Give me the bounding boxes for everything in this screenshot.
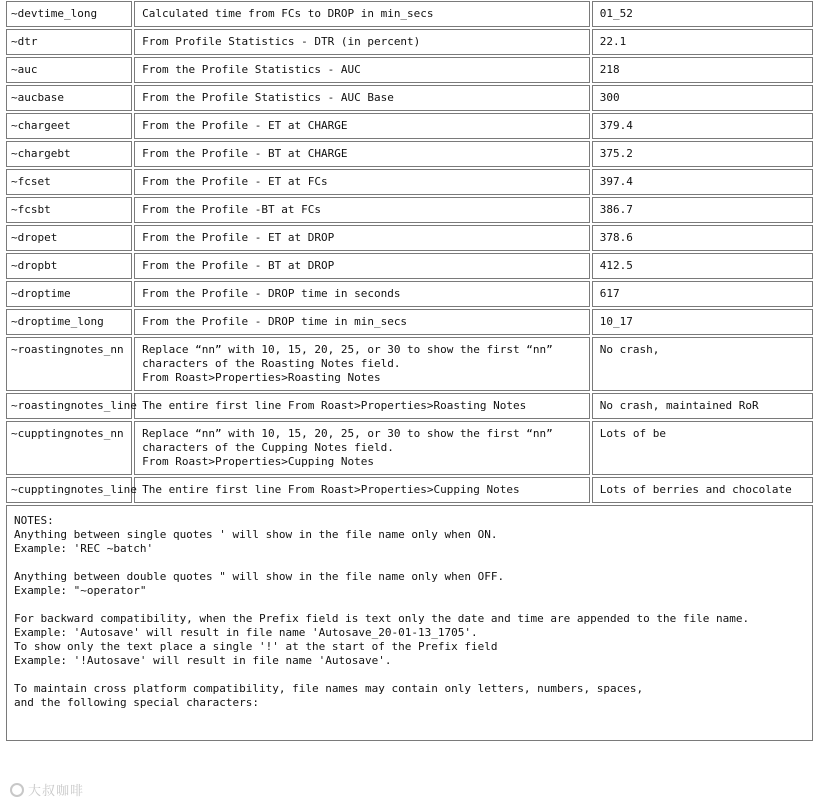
variable-example-cell: 378.6 xyxy=(592,225,813,251)
variable-example-cell: 375.2 xyxy=(592,141,813,167)
variable-name-cell: ~dropbt xyxy=(6,253,132,279)
variable-description-cell: From the Profile - ET at CHARGE xyxy=(134,113,590,139)
variable-name-cell: ~cupptingnotes_nn xyxy=(6,421,132,475)
table-row xyxy=(6,197,813,223)
table-row xyxy=(6,169,813,195)
watermark-logo-icon xyxy=(10,783,24,797)
variable-description-cell: The entire first line From Roast>Properties>Roasting Notes xyxy=(134,393,590,419)
table-row xyxy=(6,57,813,83)
variable-description-cell: From the Profile Statistics - AUC Base xyxy=(134,85,590,111)
table-row xyxy=(6,393,813,419)
variable-example-cell: No crash, xyxy=(592,337,813,391)
variable-name-cell: ~fcset xyxy=(6,169,132,195)
variable-name-cell: ~devtime_long xyxy=(6,1,132,27)
variable-description-cell: From the Profile - ET at FCs xyxy=(134,169,590,195)
table-row xyxy=(6,225,813,251)
table-row xyxy=(6,281,813,307)
table-row xyxy=(6,421,813,475)
table-row xyxy=(6,477,813,503)
notes-box: NOTES: Anything between single quotes ' will show in the file name only when ON. Example: 'REC ~batch' Anything between double quotes " will show in the file name only when OFF. Example: "~operator" For backward compatibility, when the Prefix field is text only the date and time are appended to the file name. Example: 'Autosave' will result in file name 'Autosave_20-01-13_1705'. To show only the text place a single '!' at the start of the Prefix field Example: '!Autosave' will result in file name 'Autosave'. To maintain cross platform compatibility, file names may contain only letters, numbers, spaces, and the following special characters: xyxy=(6,505,813,741)
table-row xyxy=(6,1,813,27)
variable-name-cell: ~aucbase xyxy=(6,85,132,111)
variable-description-cell: Replace “nn” with 10, 15, 20, 25, or 30 to show the first “nn” characters of the Roasting Notes field. From Roast>Properties>Roasting Notes xyxy=(134,337,590,391)
document xyxy=(4,0,815,741)
watermark xyxy=(10,780,84,799)
variable-example-cell: No crash, maintained RoR xyxy=(592,393,813,419)
variables-table-body xyxy=(6,1,813,503)
variable-name-cell: ~chargeet xyxy=(6,113,132,139)
variable-example-cell: 300 xyxy=(592,85,813,111)
variable-name-cell: ~roastingnotes_nn xyxy=(6,337,132,391)
variable-description-cell: From the Profile - ET at DROP xyxy=(134,225,590,251)
variable-example-cell: 617 xyxy=(592,281,813,307)
variable-example-cell: 218 xyxy=(592,57,813,83)
variable-description-cell: From the Profile - DROP time in min_secs xyxy=(134,309,590,335)
watermark-text: 大叔咖啡 xyxy=(28,784,85,799)
variable-name-cell: ~auc xyxy=(6,57,132,83)
variable-description-cell: The entire first line From Roast>Properties>Cupping Notes xyxy=(134,477,590,503)
variable-name-cell: ~dtr xyxy=(6,29,132,55)
variable-example-cell: 379.4 xyxy=(592,113,813,139)
variables-table xyxy=(4,0,815,505)
variable-name-cell: ~chargebt xyxy=(6,141,132,167)
variable-example-cell: 22.1 xyxy=(592,29,813,55)
variable-name-cell: ~dropet xyxy=(6,225,132,251)
variable-description-cell: From the Profile Statistics - AUC xyxy=(134,57,590,83)
variable-name-cell: ~cupptingnotes_line xyxy=(6,477,132,503)
variable-description-cell: From the Profile - BT at CHARGE xyxy=(134,141,590,167)
variable-description-cell: From Profile Statistics - DTR (in percent) xyxy=(134,29,590,55)
variable-example-cell: Lots of be xyxy=(592,421,813,475)
variable-description-cell: From the Profile - DROP time in seconds xyxy=(134,281,590,307)
table-row xyxy=(6,337,813,391)
table-row xyxy=(6,253,813,279)
table-row xyxy=(6,85,813,111)
table-row xyxy=(6,309,813,335)
variable-example-cell: 01_52 xyxy=(592,1,813,27)
variable-example-cell: 386.7 xyxy=(592,197,813,223)
table-row xyxy=(6,141,813,167)
variable-name-cell: ~droptime_long xyxy=(6,309,132,335)
variable-description-cell: From the Profile - BT at DROP xyxy=(134,253,590,279)
variable-description-cell: Calculated time from FCs to DROP in min_secs xyxy=(134,1,590,27)
variable-description-cell: Replace “nn” with 10, 15, 20, 25, or 30 to show the first “nn” characters of the Cupping Notes field. From Roast>Properties>Cupping Notes xyxy=(134,421,590,475)
table-row xyxy=(6,113,813,139)
variable-description-cell: From the Profile -BT at FCs xyxy=(134,197,590,223)
variable-name-cell: ~fcsbt xyxy=(6,197,132,223)
variable-example-cell: 397.4 xyxy=(592,169,813,195)
variable-example-cell: 412.5 xyxy=(592,253,813,279)
variable-name-cell: ~droptime xyxy=(6,281,132,307)
variable-example-cell: 10_17 xyxy=(592,309,813,335)
table-row xyxy=(6,29,813,55)
variable-name-cell: ~roastingnotes_line xyxy=(6,393,132,419)
variable-example-cell: Lots of berries and chocolate xyxy=(592,477,813,503)
